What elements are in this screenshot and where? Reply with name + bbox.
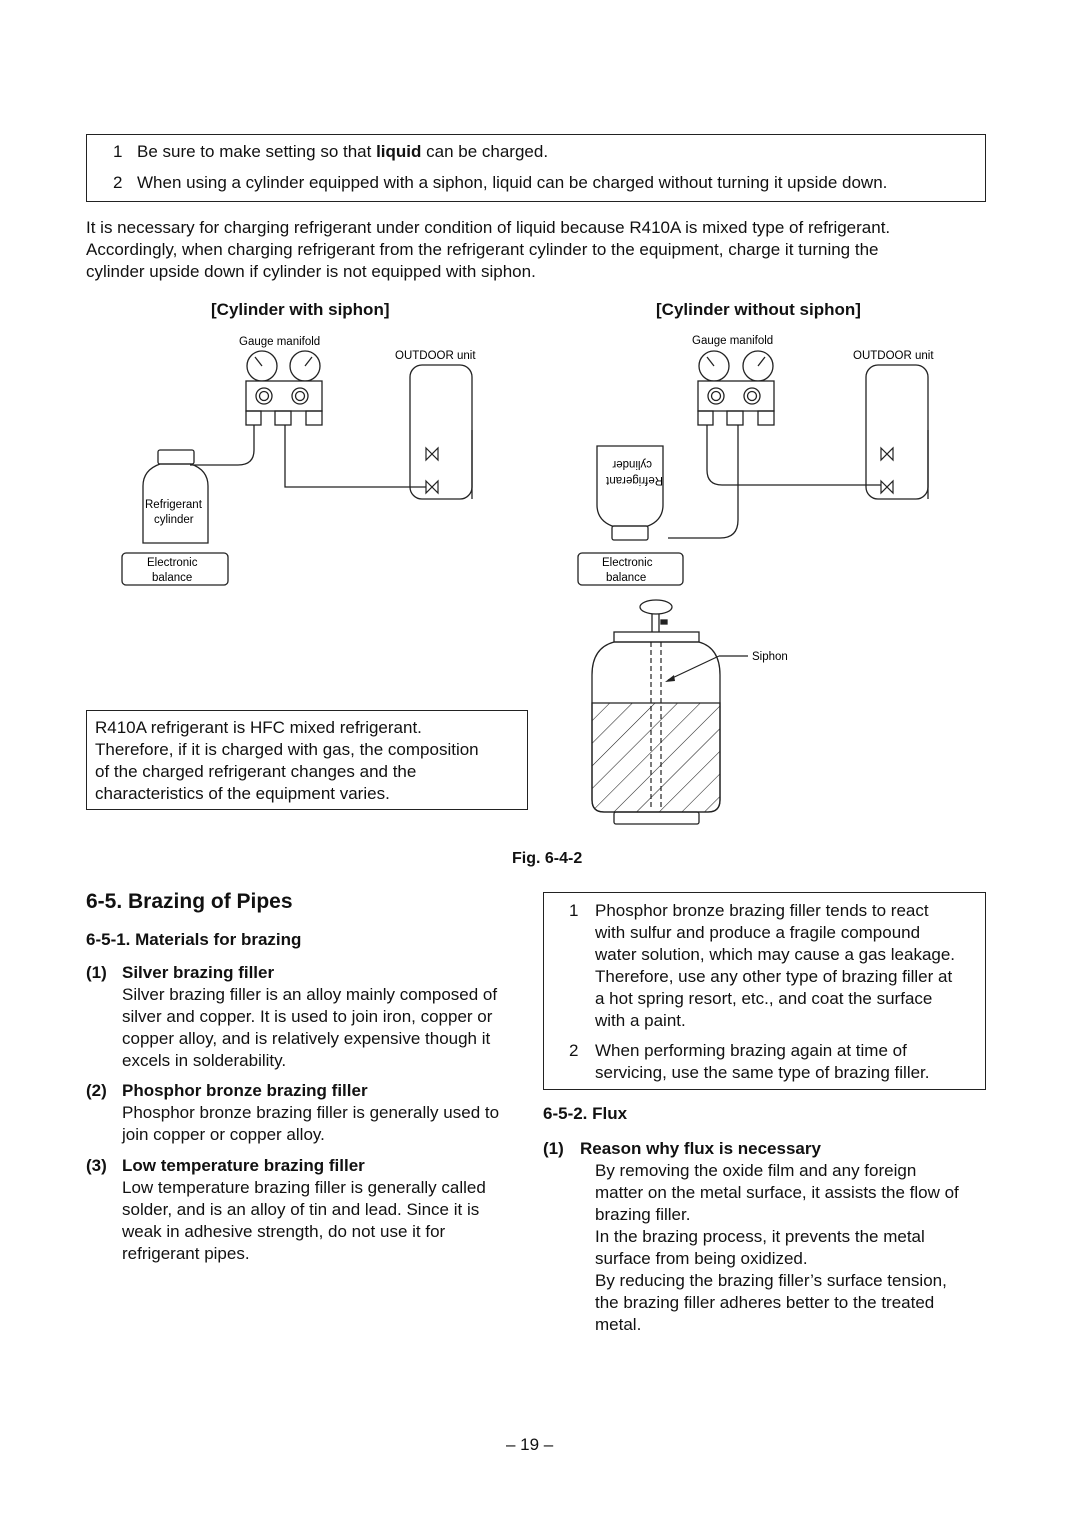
material-item-phosphor <box>86 1080 536 1146</box>
page-number: – 19 – <box>506 1435 554 1454</box>
figure-caption: Fig. 6-4-2 <box>512 850 583 867</box>
caution-number: 2 <box>569 1041 579 1060</box>
balance-label: balance <box>606 572 647 584</box>
siphon-leader <box>668 656 719 680</box>
intro-line: Accordingly, when charging refrigerant from the refrigerant cylinder to the equipment, charge it turning the <box>86 240 879 259</box>
caution-item-1 <box>569 900 979 1032</box>
subsection-title-materials: 6-5-1. Materials for brazing <box>86 930 302 949</box>
item-number: (1) <box>86 963 107 982</box>
item-line: weak in adhesive strength, do not use it for <box>122 1222 446 1241</box>
outdoor-unit-label: OUTDOOR unit <box>853 350 934 362</box>
caution-item-2 <box>569 1040 979 1084</box>
gauge-manifold-label: Gauge manifold <box>692 335 774 347</box>
note-number: 2 <box>113 173 123 192</box>
outdoor-unit-label: OUTDOOR unit <box>395 350 476 362</box>
item-line: copper alloy, and is relatively expensive though it <box>122 1029 491 1048</box>
refrigerant-label: Refrigerant <box>145 499 202 511</box>
balance-label: balance <box>152 572 193 584</box>
arrow-icon <box>665 675 675 682</box>
hfc-line: of the charged refrigerant changes and the <box>95 762 417 781</box>
hose-lines <box>668 425 881 538</box>
item-number: (1) <box>543 1139 564 1158</box>
service-valve-icon <box>426 448 438 493</box>
caution-line: servicing, use the same type of brazing filler. <box>595 1063 930 1082</box>
item-line: join copper or copper alloy. <box>122 1125 325 1144</box>
cylinder-label-inverted: cylinder <box>612 458 652 470</box>
caution-line: a hot spring resort, etc., and coat the surface <box>595 989 933 1008</box>
item-heading: Low temperature brazing filler <box>122 1156 365 1175</box>
caution-number: 1 <box>569 901 579 920</box>
figure-title-without-siphon: [Cylinder without siphon] <box>656 300 861 319</box>
hfc-line: Therefore, if it is charged with gas, the composition <box>95 740 479 759</box>
flux-line: surface from being oxidized. <box>595 1249 808 1268</box>
intro-line: It is necessary for charging refrigerant under condition of liquid because R410A is mixed type of refrigerant. <box>86 218 891 237</box>
item-heading: Phosphor bronze brazing filler <box>122 1081 368 1100</box>
flux-line: In the brazing process, it prevents the metal <box>595 1227 925 1246</box>
refrigerant-label-inverted: Refrigerant <box>606 474 663 486</box>
note-text: can be charged. <box>421 142 549 161</box>
note-bold-word: liquid <box>376 142 422 161</box>
flux-line: brazing filler. <box>595 1205 691 1224</box>
note-text: When using a cylinder equipped with a siphon, liquid can be charged without turning it upside down. <box>137 173 888 192</box>
item-line: Phosphor bronze brazing filler is generally used to <box>122 1103 500 1122</box>
note-text: Be sure to make setting so that <box>137 142 377 161</box>
subsection-title-flux: 6-5-2. Flux <box>543 1104 628 1123</box>
item-number: (2) <box>86 1081 107 1100</box>
note-number: 1 <box>113 142 123 161</box>
caution-line: with sulfur and produce a fragile compound <box>595 923 921 942</box>
gauge-manifold <box>698 351 774 425</box>
caution-line: Phosphor bronze brazing filler tends to react <box>595 901 929 920</box>
item-heading: Silver brazing filler <box>122 963 275 982</box>
item-line: refrigerant pipes. <box>122 1244 250 1263</box>
hose-lines <box>190 425 426 487</box>
flux-item <box>543 1138 986 1338</box>
service-valve-icon <box>881 448 893 493</box>
gauge-manifold <box>246 351 322 425</box>
caution-line: When performing brazing again at time of <box>595 1041 907 1060</box>
refrigerant-cylinder-upright <box>143 450 208 543</box>
intro-line: cylinder upside down if cylinder is not equipped with siphon. <box>86 262 536 281</box>
flux-line: metal. <box>595 1315 642 1334</box>
flux-line: By removing the oxide film and any foreign <box>595 1161 917 1180</box>
liquid-level-hatch <box>592 703 720 812</box>
item-number: (3) <box>86 1156 107 1175</box>
outdoor-unit <box>410 365 472 499</box>
figure-title-with-siphon: [Cylinder with siphon] <box>211 300 390 319</box>
flux-line: matter on the metal surface, it assists the flow of <box>595 1183 959 1202</box>
electronic-label: Electronic <box>147 557 198 569</box>
material-item-silver <box>86 962 536 1072</box>
hfc-line: characteristics of the equipment varies. <box>95 784 390 803</box>
item-line: solder, and is an alloy of tin and lead. Since it is <box>122 1200 480 1219</box>
caution-line: Therefore, use any other type of brazing filler at <box>595 967 953 986</box>
electronic-label: Electronic <box>602 557 653 569</box>
cylinder-label: cylinder <box>154 514 194 526</box>
item-line: Silver brazing filler is an alloy mainly composed of <box>122 985 498 1004</box>
material-item-low-temp <box>86 1155 536 1265</box>
item-line: excels in solderability. <box>122 1051 287 1070</box>
outdoor-unit <box>866 365 928 499</box>
flux-line: the brazing filler adheres better to the treated <box>595 1293 935 1312</box>
hfc-note-text <box>95 717 479 805</box>
item-line: silver and copper. It is used to join iron, copper or <box>122 1007 493 1026</box>
item-line: Low temperature brazing filler is generally called <box>122 1178 486 1197</box>
hfc-line: R410A refrigerant is HFC mixed refrigerant. <box>95 718 422 737</box>
flux-line: By reducing the brazing filler’s surface tension, <box>595 1271 947 1290</box>
siphon-label: Siphon <box>752 651 788 663</box>
gauge-manifold-label: Gauge manifold <box>239 336 321 348</box>
section-title: 6-5. Brazing of Pipes <box>86 890 293 913</box>
caution-line: with a paint. <box>595 1011 686 1030</box>
item-heading: Reason why flux is necessary <box>580 1139 821 1158</box>
caution-line: water solution, which may cause a gas leakage. <box>595 945 956 964</box>
